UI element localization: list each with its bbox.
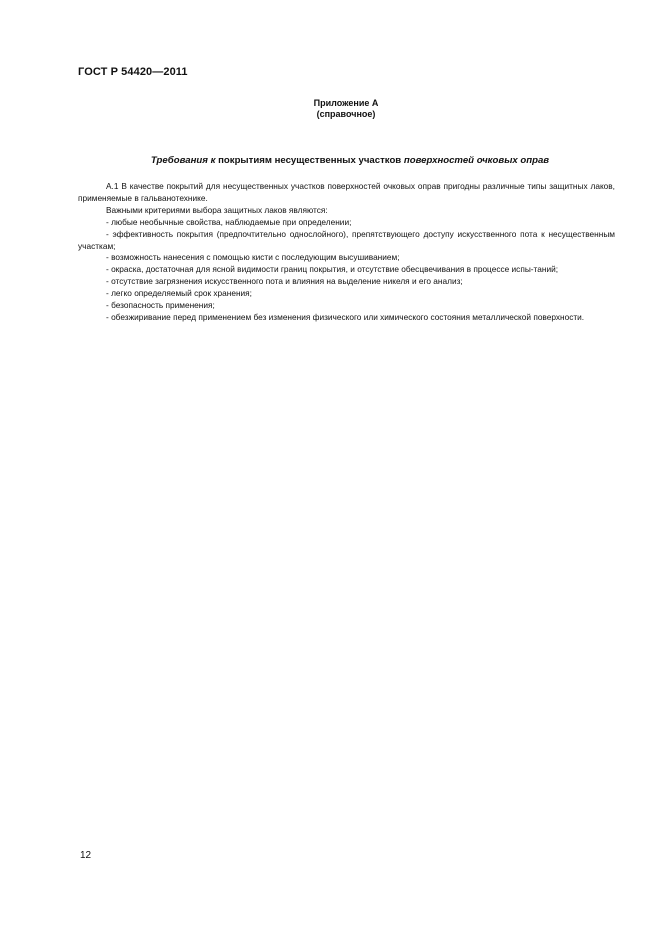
list-item: - возможность нанесения с помощью кисти с последующим высушиванием;: [106, 252, 400, 263]
paragraph: Важными критериями выбора защитных лаков являются:: [106, 204, 328, 215]
page-number: 12: [80, 850, 92, 861]
paragraph: А.1 В качестве покрытий для несущественных участков поверхностей очковых оправ пригодны различные типы защитных лаков, применяемые в гальванотехнике.: [78, 181, 615, 203]
body-text: [78, 181, 615, 324]
appendix-label: Приложение А: [313, 98, 379, 108]
title-part-3: поверхностей очковых оправ: [403, 155, 550, 166]
title-part-1: Требования к: [150, 155, 216, 166]
list-item: - обезжиривание перед применением без изменения физического или химического состояния металлической поверхности.: [106, 311, 585, 322]
list-item: - окраска, достаточная для ясной видимости границ покрытия, и отсутствие обесцвечивания в процессе испы-таний;: [106, 264, 559, 275]
list-item: - отсутствие загрязнения искусственного пота и влияния на выделение никеля и его анализ;: [106, 276, 463, 287]
list-item: - эффективность покрытия (предпочтительно однослойного), препятствующего доступу искусственного пота к несущественным участкам;: [78, 228, 615, 251]
list-item: - легко определяемый срок хранения;: [106, 288, 252, 299]
list-item: - любые необычные свойства, наблюдаемые при определении;: [106, 216, 352, 227]
title-part-2: покрытиям несущественных участков: [215, 155, 404, 166]
appendix-heading: [0, 98, 661, 120]
section-title: [80, 155, 620, 166]
standard-code: ГОСТ Р 54420—2011: [78, 66, 188, 78]
appendix-type: (справочное): [316, 109, 376, 119]
list-item: - безопасность применения;: [106, 300, 215, 311]
